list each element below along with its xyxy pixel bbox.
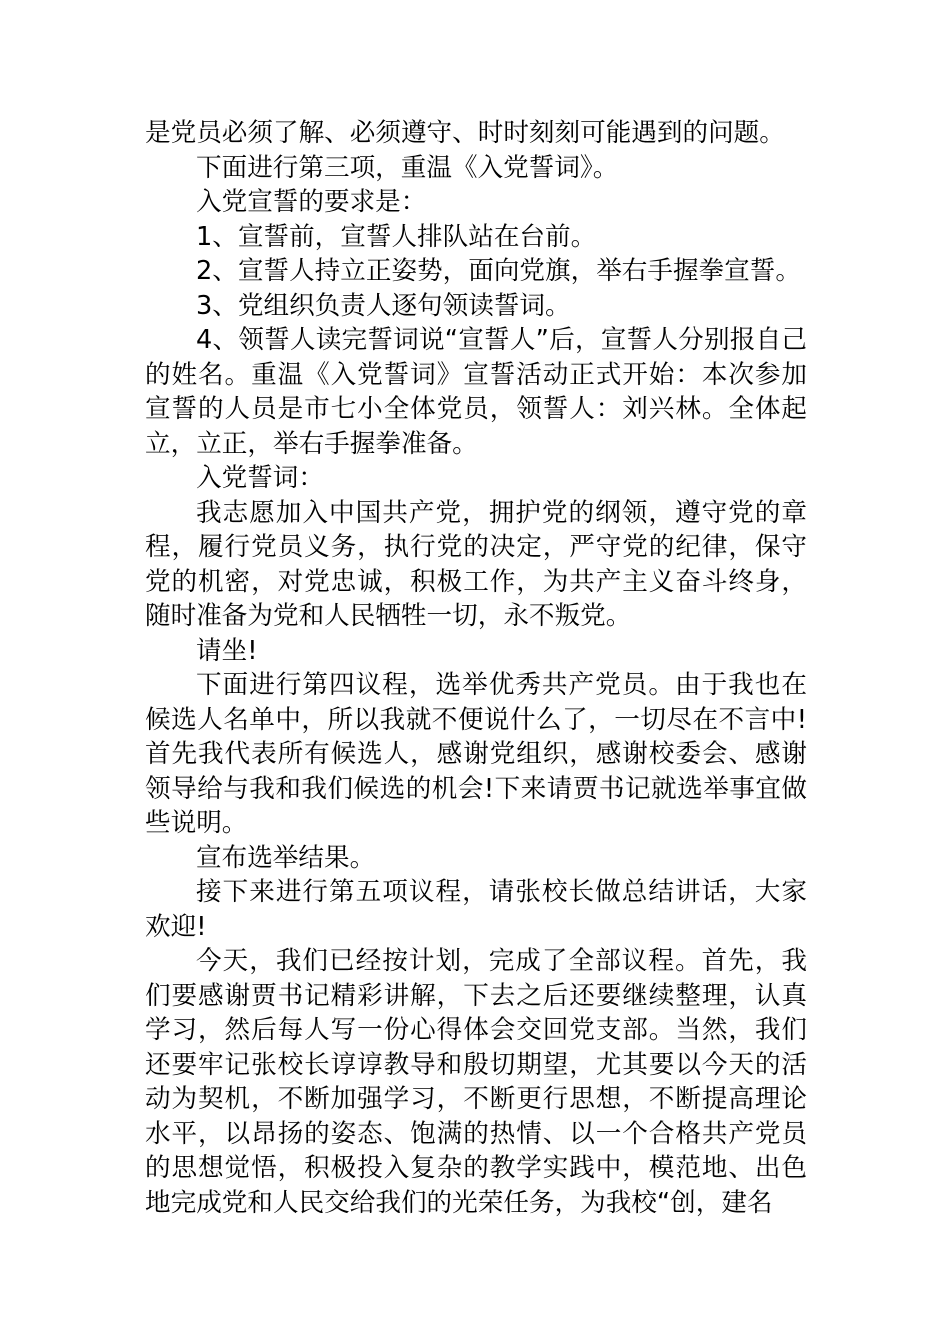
document-body <box>145 116 807 1220</box>
paragraph-4: 1、宣誓前，宣誓人排队站在台前。 <box>196 221 597 252</box>
paragraph-13: 接下来进行第五项议程，请张校长做总结讲话，大家欢迎! <box>145 877 807 942</box>
paragraph-2: 下面进行第三项，重温《入党誓词》。 <box>196 152 619 183</box>
paragraph-6: 3、党组织负责人逐句领读誓词。 <box>196 290 571 321</box>
paragraph-8: 入党誓词： <box>196 463 324 493</box>
paragraph-10: 请坐! <box>196 635 258 666</box>
paragraph-14: 今天，我们已经按计划，完成了全部议程。首先，我们要感谢贾书记精彩讲解，下去之后还要继续整理，认真学习，然后每人写一份心得体会交回党支部。当然，我们还要牢记张校长谆谆教导和殷切期望，尤其要以今天的活动为契机，不断加强学习，不断更行思想，不断提高理论水平，以昂扬的姿态、饱满的热情、以一个合格共产党员的思想觉悟，积极投入复杂的教学实践中，模范地、出色地完成党和人民交给我们的光荣任务，为我校“创，建名 <box>145 946 807 1218</box>
paragraph-3: 入党宣誓的要求是： <box>196 187 427 217</box>
paragraph-5: 2、宣誓人持立正姿势，面向党旗，举右手握拳宣誓。 <box>196 256 801 286</box>
paragraph-9: 我志愿加入中国共产党，拥护党的纲领，遵守党的章程，履行党员义务，执行党的决定，严守党的纪律，保守党的机密，对党忠诚，积极工作，为共产主义奋斗终身，随时准备为党和人民牺牲一切，永不叛党。 <box>145 497 807 631</box>
paragraph-11: 下面进行第四议程，选举优秀共产党员。由于我也在候选人名单中，所以我就不便说什么了，一切尽在不言中!首先我代表所有候选人，感谢党组织，感谢校委会、感谢领导给与我和我们候选的机会!下来请贾书记就选举事宜做些说明。 <box>145 670 807 838</box>
paragraph-7: 4、领誓人读完誓词说“宣誓人”后，宣誓人分别报自己的姓名。重温《入党誓词》宣誓活动正式开始：本次参加宣誓的人员是市七小全体党员，领誓人：刘兴林。全体起立，立正，举右手握拳准备。 <box>145 325 807 459</box>
paragraph-12: 宣布选举结果。 <box>196 842 376 873</box>
paragraph-1: 是党员必须了解、必须遵守、时时刻刻可能遇到的问题。 <box>145 118 785 148</box>
